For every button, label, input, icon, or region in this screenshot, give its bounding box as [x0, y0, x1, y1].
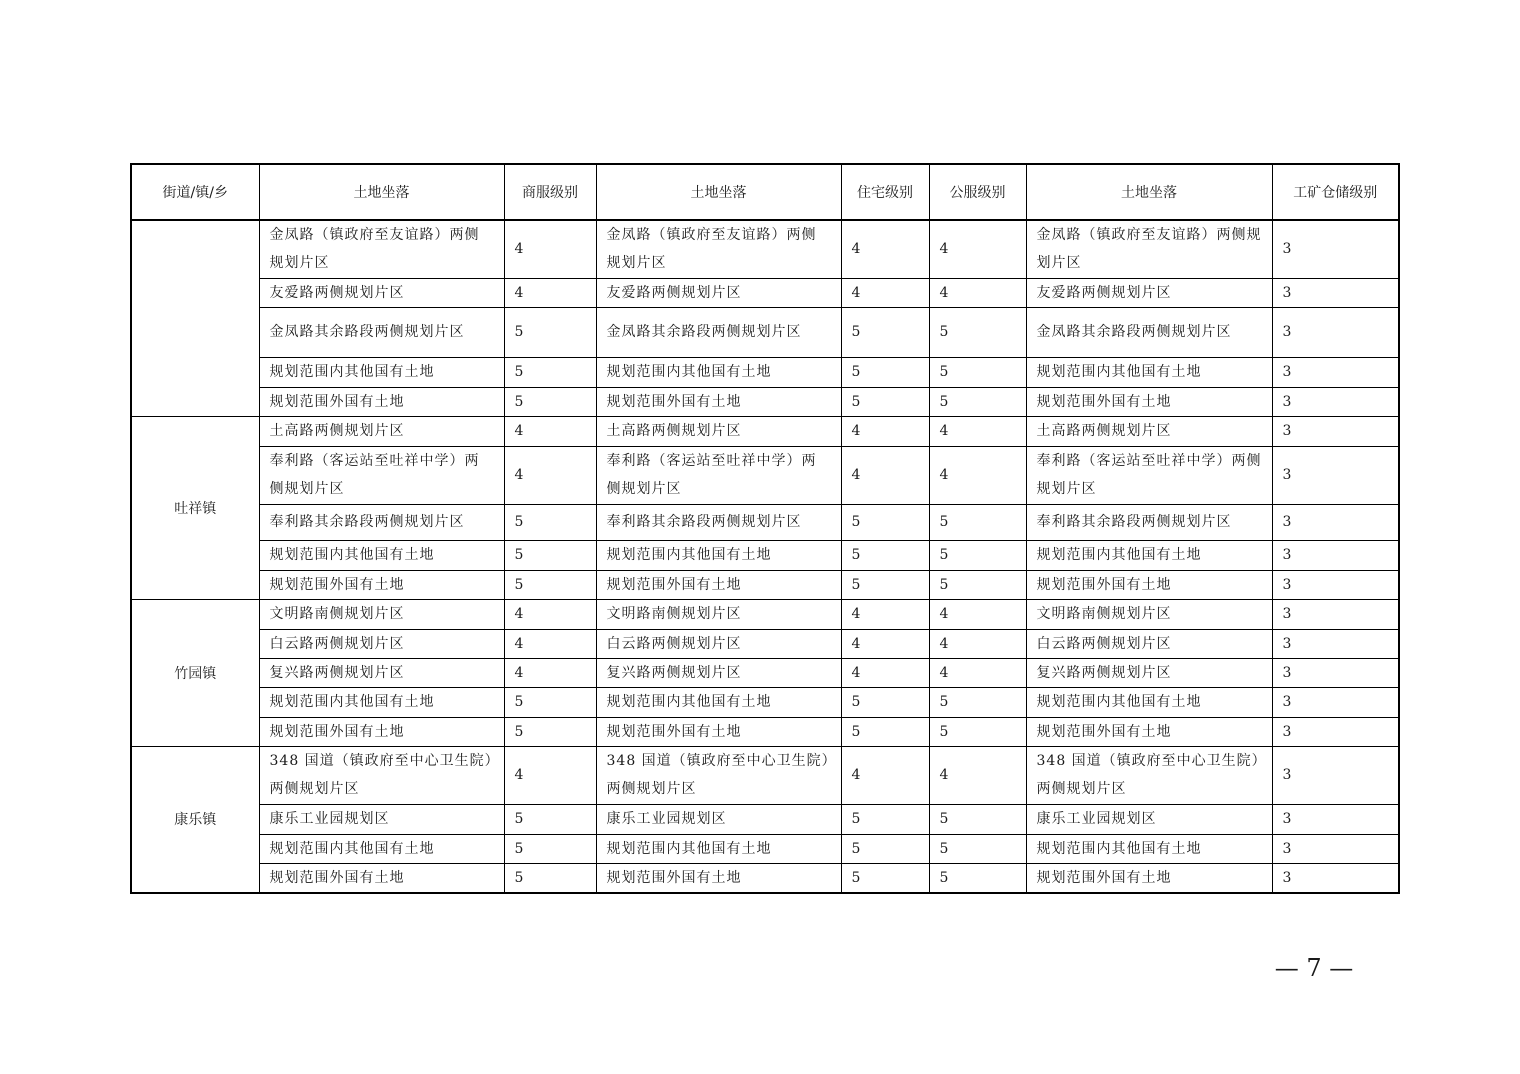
- table-row: [131, 504, 1399, 540]
- public-service-grade-cell: 5: [929, 387, 1026, 416]
- industrial-grade-cell: 3: [1272, 220, 1399, 278]
- location-industrial-cell: 规划范围外国有土地: [1026, 570, 1272, 599]
- industrial-grade-cell: 3: [1272, 387, 1399, 416]
- location-industrial-cell: 金凤路其余路段两侧规划片区: [1026, 307, 1272, 357]
- location-industrial-cell: 规划范围外国有土地: [1026, 387, 1272, 416]
- table-row: [131, 834, 1399, 863]
- location-industrial-cell: 复兴路两侧规划片区: [1026, 658, 1272, 687]
- table-row: [131, 863, 1399, 893]
- table-row: [131, 387, 1399, 416]
- table-row: [131, 540, 1399, 570]
- location-industrial-cell: 规划范围内其他国有土地: [1026, 540, 1272, 570]
- commercial-grade-cell: 5: [504, 834, 596, 863]
- industrial-grade-cell: 3: [1272, 278, 1399, 307]
- table-row: [131, 658, 1399, 687]
- header-location-industrial: 土地坐落: [1026, 164, 1272, 220]
- location-residential-cell: 规划范围内其他国有土地: [596, 834, 841, 863]
- location-industrial-cell: 规划范围内其他国有土地: [1026, 357, 1272, 387]
- location-industrial-cell: 348 国道（镇政府至中心卫生院）两侧规划片区: [1026, 746, 1272, 804]
- table-row: [131, 278, 1399, 307]
- location-residential-cell: 规划范围外国有土地: [596, 717, 841, 746]
- location-residential-cell: 友爱路两侧规划片区: [596, 278, 841, 307]
- table-row: [131, 570, 1399, 599]
- public-service-grade-cell: 4: [929, 746, 1026, 804]
- location-commercial-cell: 金凤路其余路段两侧规划片区: [259, 307, 504, 357]
- table-row: [131, 746, 1399, 804]
- public-service-grade-cell: 4: [929, 658, 1026, 687]
- location-commercial-cell: 规划范围外国有土地: [259, 570, 504, 599]
- residential-grade-cell: 5: [841, 717, 929, 746]
- public-service-grade-cell: 5: [929, 540, 1026, 570]
- residential-grade-cell: 4: [841, 278, 929, 307]
- residential-grade-cell: 4: [841, 658, 929, 687]
- location-commercial-cell: 白云路两侧规划片区: [259, 629, 504, 658]
- public-service-grade-cell: 4: [929, 446, 1026, 504]
- commercial-grade-cell: 5: [504, 540, 596, 570]
- location-commercial-cell: 复兴路两侧规划片区: [259, 658, 504, 687]
- public-service-grade-cell: 5: [929, 687, 1026, 717]
- location-residential-cell: 规划范围内其他国有土地: [596, 357, 841, 387]
- location-commercial-cell: 奉利路其余路段两侧规划片区: [259, 504, 504, 540]
- residential-grade-cell: 5: [841, 570, 929, 599]
- public-service-grade-cell: 4: [929, 599, 1026, 629]
- location-industrial-cell: 规划范围内其他国有土地: [1026, 687, 1272, 717]
- industrial-grade-cell: 3: [1272, 687, 1399, 717]
- residential-grade-cell: 5: [841, 504, 929, 540]
- location-residential-cell: 土高路两侧规划片区: [596, 416, 841, 446]
- header-industrial-grade: 工矿仓储级别: [1272, 164, 1399, 220]
- location-residential-cell: 规划范围外国有土地: [596, 863, 841, 893]
- residential-grade-cell: 5: [841, 863, 929, 893]
- location-industrial-cell: 文明路南侧规划片区: [1026, 599, 1272, 629]
- location-residential-cell: 规划范围外国有土地: [596, 570, 841, 599]
- town-cell: 吐祥镇: [131, 416, 259, 599]
- industrial-grade-cell: 3: [1272, 746, 1399, 804]
- location-commercial-cell: 规划范围内其他国有土地: [259, 687, 504, 717]
- residential-grade-cell: 5: [841, 540, 929, 570]
- table-row: [131, 220, 1399, 278]
- table-row: [131, 599, 1399, 629]
- location-commercial-cell: 规划范围内其他国有土地: [259, 357, 504, 387]
- industrial-grade-cell: 3: [1272, 834, 1399, 863]
- public-service-grade-cell: 5: [929, 834, 1026, 863]
- commercial-grade-cell: 5: [504, 570, 596, 599]
- location-residential-cell: 奉利路其余路段两侧规划片区: [596, 504, 841, 540]
- commercial-grade-cell: 5: [504, 804, 596, 834]
- table-row: [131, 446, 1399, 504]
- location-industrial-cell: 规划范围外国有土地: [1026, 863, 1272, 893]
- table-header-row: [131, 164, 1399, 220]
- location-industrial-cell: 康乐工业园规划区: [1026, 804, 1272, 834]
- public-service-grade-cell: 5: [929, 570, 1026, 599]
- residential-grade-cell: 4: [841, 629, 929, 658]
- public-service-grade-cell: 4: [929, 629, 1026, 658]
- page-number: — 7 —: [1274, 954, 1354, 982]
- table-row: [131, 416, 1399, 446]
- commercial-grade-cell: 5: [504, 504, 596, 540]
- public-service-grade-cell: 5: [929, 863, 1026, 893]
- industrial-grade-cell: 3: [1272, 307, 1399, 357]
- town-cell: [131, 220, 259, 416]
- commercial-grade-cell: 5: [504, 387, 596, 416]
- commercial-grade-cell: 5: [504, 687, 596, 717]
- residential-grade-cell: 4: [841, 446, 929, 504]
- location-industrial-cell: 土高路两侧规划片区: [1026, 416, 1272, 446]
- industrial-grade-cell: 3: [1272, 416, 1399, 446]
- land-grade-table: [130, 163, 1400, 894]
- residential-grade-cell: 4: [841, 599, 929, 629]
- location-commercial-cell: 规划范围外国有土地: [259, 863, 504, 893]
- table-row: [131, 717, 1399, 746]
- commercial-grade-cell: 5: [504, 863, 596, 893]
- public-service-grade-cell: 5: [929, 717, 1026, 746]
- header-location-commercial: 土地坐落: [259, 164, 504, 220]
- location-commercial-cell: 土高路两侧规划片区: [259, 416, 504, 446]
- location-commercial-cell: 348 国道（镇政府至中心卫生院）两侧规划片区: [259, 746, 504, 804]
- header-town: 街道/镇/乡: [131, 164, 259, 220]
- location-residential-cell: 奉利路（客运站至吐祥中学）两侧规划片区: [596, 446, 841, 504]
- public-service-grade-cell: 5: [929, 504, 1026, 540]
- header-commercial-grade: 商服级别: [504, 164, 596, 220]
- header-public-service-grade: 公服级别: [929, 164, 1026, 220]
- commercial-grade-cell: 4: [504, 446, 596, 504]
- location-commercial-cell: 规划范围内其他国有土地: [259, 834, 504, 863]
- industrial-grade-cell: 3: [1272, 570, 1399, 599]
- location-residential-cell: 规划范围内其他国有土地: [596, 540, 841, 570]
- commercial-grade-cell: 4: [504, 629, 596, 658]
- residential-grade-cell: 4: [841, 416, 929, 446]
- location-residential-cell: 规划范围内其他国有土地: [596, 687, 841, 717]
- industrial-grade-cell: 3: [1272, 357, 1399, 387]
- public-service-grade-cell: 4: [929, 278, 1026, 307]
- header-residential-grade: 住宅级别: [841, 164, 929, 220]
- location-residential-cell: 白云路两侧规划片区: [596, 629, 841, 658]
- location-residential-cell: 复兴路两侧规划片区: [596, 658, 841, 687]
- location-industrial-cell: 白云路两侧规划片区: [1026, 629, 1272, 658]
- commercial-grade-cell: 5: [504, 357, 596, 387]
- location-industrial-cell: 奉利路其余路段两侧规划片区: [1026, 504, 1272, 540]
- location-residential-cell: 金凤路其余路段两侧规划片区: [596, 307, 841, 357]
- commercial-grade-cell: 4: [504, 599, 596, 629]
- table-row: [131, 804, 1399, 834]
- residential-grade-cell: 5: [841, 357, 929, 387]
- location-industrial-cell: 金凤路（镇政府至友谊路）两侧规划片区: [1026, 220, 1272, 278]
- table-body: [131, 220, 1399, 893]
- location-industrial-cell: 友爱路两侧规划片区: [1026, 278, 1272, 307]
- location-commercial-cell: 康乐工业园规划区: [259, 804, 504, 834]
- header-location-residential: 土地坐落: [596, 164, 841, 220]
- residential-grade-cell: 4: [841, 220, 929, 278]
- public-service-grade-cell: 4: [929, 220, 1026, 278]
- location-industrial-cell: 规划范围内其他国有土地: [1026, 834, 1272, 863]
- public-service-grade-cell: 5: [929, 357, 1026, 387]
- industrial-grade-cell: 3: [1272, 717, 1399, 746]
- location-commercial-cell: 金凤路（镇政府至友谊路）两侧规划片区: [259, 220, 504, 278]
- town-cell: 竹园镇: [131, 599, 259, 746]
- table-row: [131, 307, 1399, 357]
- commercial-grade-cell: 4: [504, 658, 596, 687]
- public-service-grade-cell: 5: [929, 804, 1026, 834]
- location-commercial-cell: 规划范围外国有土地: [259, 387, 504, 416]
- location-industrial-cell: 规划范围外国有土地: [1026, 717, 1272, 746]
- public-service-grade-cell: 4: [929, 416, 1026, 446]
- industrial-grade-cell: 3: [1272, 504, 1399, 540]
- location-commercial-cell: 规划范围内其他国有土地: [259, 540, 504, 570]
- location-commercial-cell: 规划范围外国有土地: [259, 717, 504, 746]
- table-row: [131, 357, 1399, 387]
- location-residential-cell: 康乐工业园规划区: [596, 804, 841, 834]
- location-commercial-cell: 友爱路两侧规划片区: [259, 278, 504, 307]
- residential-grade-cell: 4: [841, 746, 929, 804]
- residential-grade-cell: 5: [841, 307, 929, 357]
- location-residential-cell: 金凤路（镇政府至友谊路）两侧规划片区: [596, 220, 841, 278]
- commercial-grade-cell: 4: [504, 746, 596, 804]
- residential-grade-cell: 5: [841, 834, 929, 863]
- table-row: [131, 629, 1399, 658]
- public-service-grade-cell: 5: [929, 307, 1026, 357]
- commercial-grade-cell: 4: [504, 416, 596, 446]
- commercial-grade-cell: 5: [504, 717, 596, 746]
- commercial-grade-cell: 4: [504, 278, 596, 307]
- location-industrial-cell: 奉利路（客运站至吐祥中学）两侧规划片区: [1026, 446, 1272, 504]
- industrial-grade-cell: 3: [1272, 804, 1399, 834]
- industrial-grade-cell: 3: [1272, 658, 1399, 687]
- location-residential-cell: 348 国道（镇政府至中心卫生院）两侧规划片区: [596, 746, 841, 804]
- industrial-grade-cell: 3: [1272, 446, 1399, 504]
- residential-grade-cell: 5: [841, 687, 929, 717]
- location-residential-cell: 规划范围外国有土地: [596, 387, 841, 416]
- commercial-grade-cell: 4: [504, 220, 596, 278]
- industrial-grade-cell: 3: [1272, 599, 1399, 629]
- industrial-grade-cell: 3: [1272, 863, 1399, 893]
- industrial-grade-cell: 3: [1272, 540, 1399, 570]
- location-residential-cell: 文明路南侧规划片区: [596, 599, 841, 629]
- town-cell: 康乐镇: [131, 746, 259, 893]
- location-commercial-cell: 奉利路（客运站至吐祥中学）两侧规划片区: [259, 446, 504, 504]
- table-row: [131, 687, 1399, 717]
- industrial-grade-cell: 3: [1272, 629, 1399, 658]
- residential-grade-cell: 5: [841, 387, 929, 416]
- location-commercial-cell: 文明路南侧规划片区: [259, 599, 504, 629]
- residential-grade-cell: 5: [841, 804, 929, 834]
- commercial-grade-cell: 5: [504, 307, 596, 357]
